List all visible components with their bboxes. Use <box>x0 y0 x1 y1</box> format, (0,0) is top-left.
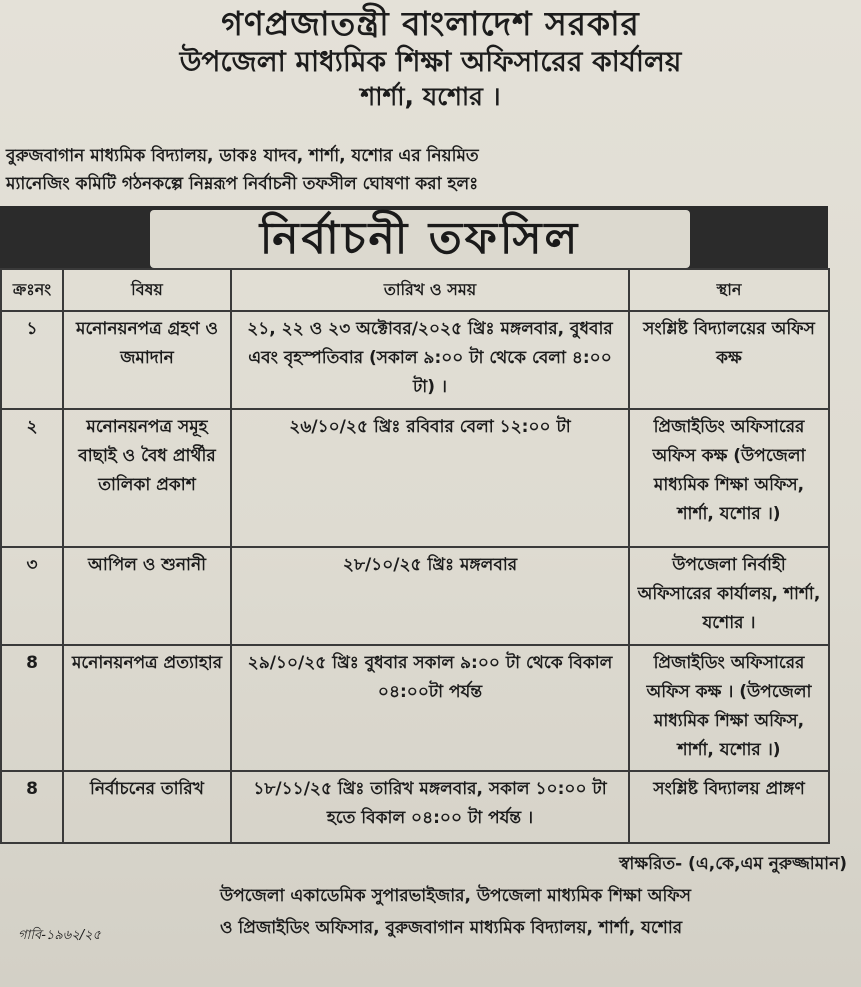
schedule-table <box>0 268 830 844</box>
footer-line-2: ও প্রিজাইডিং অফিসার, বুরুজবাগান মাধ্যমিক বিদ্যালয়, শার্শা, যশোর <box>220 918 683 938</box>
government-title: গণপ্রজাতন্ত্রী বাংলাদেশ সরকার <box>221 4 640 43</box>
row-subject: মনোনয়নপত্র প্রত্যাহার <box>63 645 231 771</box>
header-datetime: তারিখ ও সময় <box>231 269 629 311</box>
row-subject: আপিল ও শুনানী <box>63 547 231 645</box>
notice-header <box>0 4 861 114</box>
row-place: প্রিজাইডিং অফিসারের অফিস কক্ষ (উপজেলা মাধ্যমিক শিক্ষা অফিস, শার্শা, যশোর ।) <box>629 409 829 547</box>
row-subject: মনোনয়নপত্র সমূহ বাছাই ও বৈধ প্রার্থীর তালিকা প্রকাশ <box>63 409 231 547</box>
header-subject: বিষয় <box>63 269 231 311</box>
reference-number: গাবি-১৯৬২/২৫ <box>18 928 101 943</box>
row-serial: 8 <box>1 771 63 843</box>
footer-line-1: উপজেলা একাডেমিক সুপারভাইজার, উপজেলা মাধ্যমিক শিক্ষা অফিস <box>220 886 691 906</box>
row-serial: ২ <box>1 409 63 547</box>
row-place: সংশ্লিষ্ট বিদ্যালয়ের অফিস কক্ষ <box>629 311 829 409</box>
row-serial: 8 <box>1 645 63 771</box>
schedule-title: নির্বাচনী তফসিল <box>150 210 690 268</box>
row-place: উপজেলা নির্বাহী অফিসারের কার্যালয়, শার্শা, যশোর । <box>629 547 829 645</box>
intro-line-2: ম্যানেজিং কমিটি গঠনকল্পে নিম্নরূপ নির্বাচনী তফসীল ঘোষণা করা হলঃ <box>6 174 479 194</box>
table-row <box>1 311 829 409</box>
table-row <box>1 409 829 547</box>
row-datetime: ১৮/১১/২৫ খ্রিঃ তারিখ মঙ্গলবার, সকাল ১০:০০ টা হতে বিকাল ০৪:০০ টা পর্যন্ত । <box>231 771 629 843</box>
row-subject: নির্বাচনের তারিখ <box>63 771 231 843</box>
header-serial: ক্রঃনং <box>1 269 63 311</box>
row-place: প্রিজাইডিং অফিসারের অফিস কক্ষ । (উপজেলা মাধ্যমিক শিক্ষা অফিস, শার্শা, যশোর ।) <box>629 645 829 771</box>
header-place: স্থান <box>629 269 829 311</box>
row-datetime: ২৯/১০/২৫ খ্রিঃ বুধবার সকাল ৯:০০ টা থেকে বিকাল ০৪:০০টা পর্যন্ত <box>231 645 629 771</box>
intro-line-1: বুরুজবাগান মাধ্যমিক বিদ্যালয়, ডাকঃ যাদব, শার্শা, যশোর এর নিয়মিত <box>6 146 479 166</box>
table-row <box>1 645 829 771</box>
row-serial: ৩ <box>1 547 63 645</box>
row-subject: মনোনয়নপত্র গ্রহণ ও জমাদান <box>63 311 231 409</box>
office-location: শার্শা, যশোর । <box>360 82 501 111</box>
row-serial: ১ <box>1 311 63 409</box>
intro-text <box>6 142 826 198</box>
table-header-row <box>1 269 829 311</box>
office-title: উপজেলা মাধ্যমিক শিক্ষা অফিসারের কার্যালয় <box>179 45 682 78</box>
table-row <box>1 771 829 843</box>
row-datetime: ২১, ২২ ও ২৩ অক্টোবর/২০২৫ খ্রিঃ মঙ্গলবার, বুধবার এবং বৃহস্পতিবার (সকাল ৯:০০ টা থেকে বেলা ৪:০০ টা) । <box>231 311 629 409</box>
row-datetime: ২৮/১০/২৫ খ্রিঃ মঙ্গলবার <box>231 547 629 645</box>
row-datetime: ২৬/১০/২৫ খ্রিঃ রবিবার বেলা ১২:০০ টা <box>231 409 629 547</box>
row-place: সংশ্লিষ্ট বিদ্যালয় প্রাঙ্গণ <box>629 771 829 843</box>
table-row <box>1 547 829 645</box>
signature-line: স্বাক্ষরিত- (এ,কে,এম নুরুজ্জামান) <box>619 854 847 874</box>
